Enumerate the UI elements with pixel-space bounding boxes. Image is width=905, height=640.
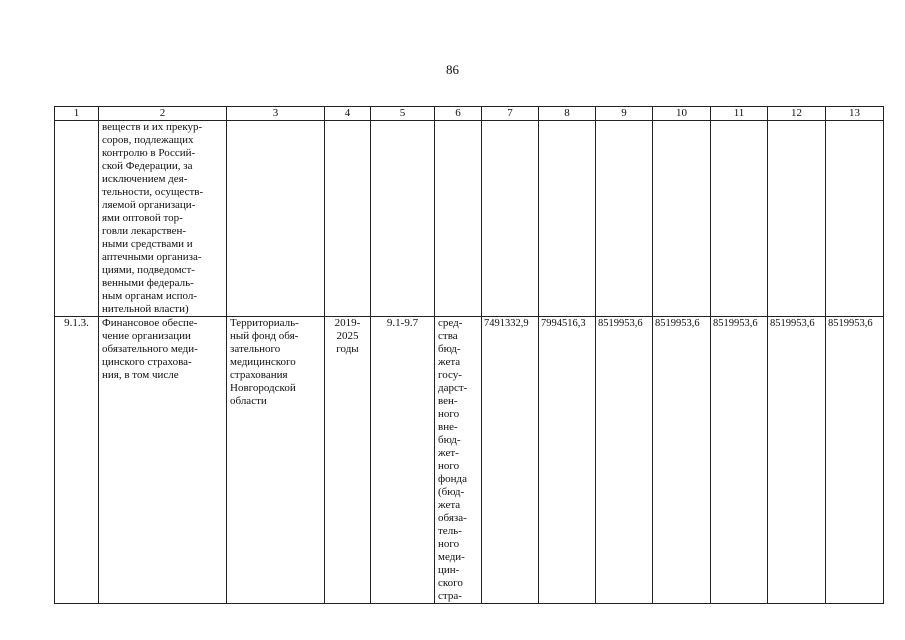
indicator-cell (371, 121, 435, 317)
amount-cell: 8519953,6 (711, 317, 768, 604)
amount-cell: 8519953,6 (768, 317, 826, 604)
column-header-11: 11 (711, 107, 768, 121)
amount-cell: 8519953,6 (653, 317, 711, 604)
column-header-5: 5 (371, 107, 435, 121)
row-number-cell (55, 121, 99, 317)
column-header-12: 12 (768, 107, 826, 121)
executor-cell (227, 121, 325, 317)
amount-cell (596, 121, 653, 317)
amount-cell (653, 121, 711, 317)
column-header-6: 6 (435, 107, 482, 121)
column-header-8: 8 (539, 107, 596, 121)
indicator-cell: 9.1-9.7 (371, 317, 435, 604)
funding-source-cell: сред- ства бюд- жета госу- дарст- вен- ного вне- бюд- жет- ного фонда (бюд- жета обяза- тель- ного меди- цин- ского стра- (435, 317, 482, 604)
table-row (55, 121, 884, 317)
column-header-2: 2 (99, 107, 227, 121)
column-header-7: 7 (482, 107, 539, 121)
column-header-10: 10 (653, 107, 711, 121)
column-header-13: 13 (826, 107, 884, 121)
description-cell: веществ и их прекур- соров, подлежащих контролю в Россий- ской Федерации, за исключением дея- тельности, осуществ- ляемой организаци- ями оптовой тор- говли лекарствен- ными средствами и аптечными организа- циями, подведомст- венными федераль- ным органам испол- нительной власти) (99, 121, 227, 317)
amount-cell (768, 121, 826, 317)
row-number-cell: 9.1.3. (55, 317, 99, 604)
header-row (55, 107, 884, 121)
column-header-4: 4 (325, 107, 371, 121)
funding-source-cell (435, 121, 482, 317)
amount-cell (826, 121, 884, 317)
column-header-3: 3 (227, 107, 325, 121)
amount-cell: 8519953,6 (596, 317, 653, 604)
executor-cell: Территориаль- ный фонд обя- зательного медицинского страхования Новгородской области (227, 317, 325, 604)
column-header-1: 1 (55, 107, 99, 121)
page-number: 86 (446, 62, 459, 77)
table-row (55, 317, 884, 604)
period-cell: 2019- 2025 годы (325, 317, 371, 604)
amount-cell: 7994516,3 (539, 317, 596, 604)
amount-cell: 8519953,6 (826, 317, 884, 604)
description-cell: Финансовое обеспе- чение организации обязательного меди- цинского страхова- ния, в том числе (99, 317, 227, 604)
column-header-9: 9 (596, 107, 653, 121)
budget-table (54, 106, 884, 604)
amount-cell (482, 121, 539, 317)
amount-cell (711, 121, 768, 317)
period-cell (325, 121, 371, 317)
amount-cell (539, 121, 596, 317)
amount-cell: 7491332,9 (482, 317, 539, 604)
